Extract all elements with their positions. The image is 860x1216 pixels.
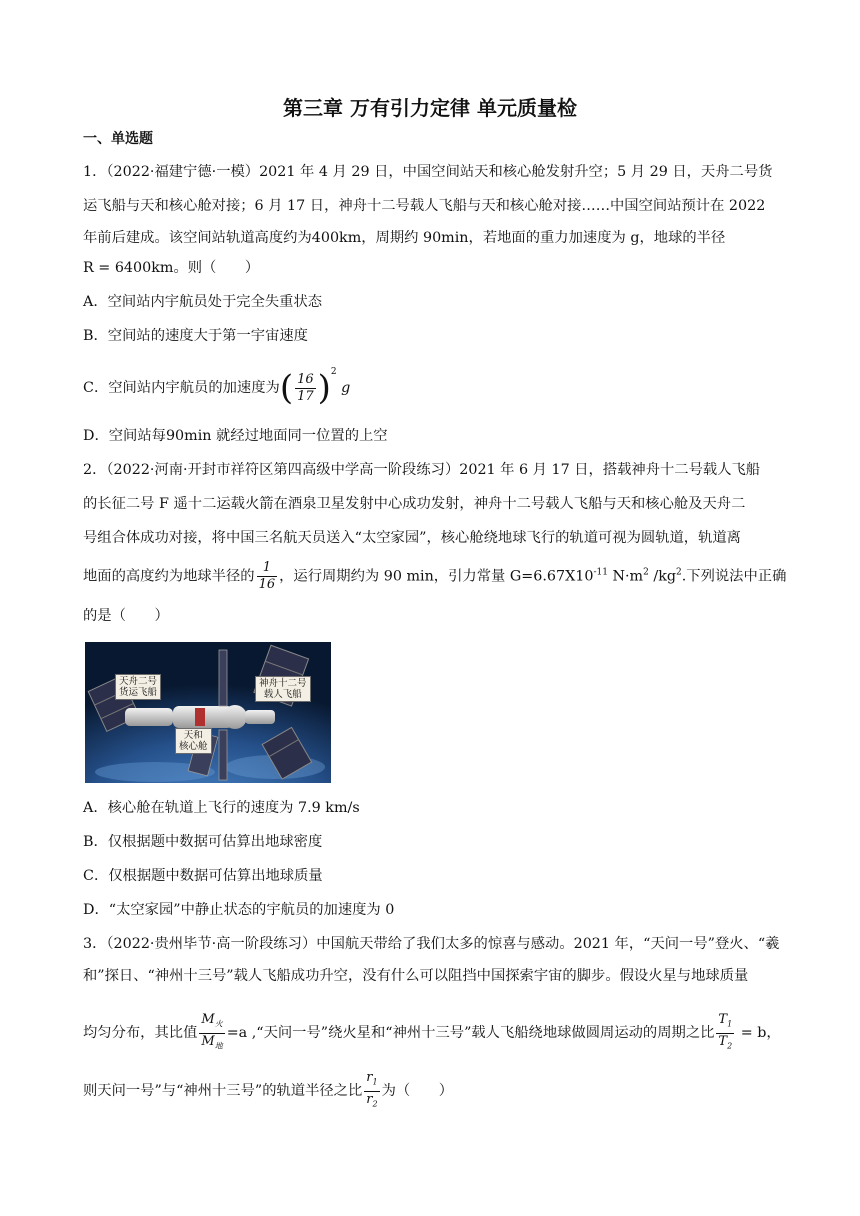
mass-symbol: M xyxy=(201,1033,215,1049)
tianhe-label xyxy=(175,728,212,754)
q2-line-3: 号组合体成功对接，将中国三名航天员送入“太空家园”，核心舱绕地球飞行的轨道可视为圆轨道，轨道离 xyxy=(83,530,741,546)
fraction-numerator xyxy=(716,1012,734,1034)
q3-line-4 xyxy=(83,1070,453,1112)
q2-option-d: D．“太空家园”中静止状态的宇航员的加速度为 0 xyxy=(83,902,395,918)
q2-height-fraction xyxy=(257,560,278,593)
space-station-illustration xyxy=(85,642,331,783)
fraction-numerator: 1 xyxy=(257,560,278,577)
mass-symbol: M xyxy=(201,1012,215,1027)
fraction-denominator xyxy=(199,1034,224,1055)
tianzhou-label xyxy=(115,674,161,700)
unit-text: N·m xyxy=(607,568,644,585)
fraction-numerator xyxy=(364,1070,379,1092)
mars-subscript: 火 xyxy=(214,1019,223,1029)
q1-line-3: 年前后建成。该空间站轨道高度约为400km，周期约 90min，若地面的重力加速度为 g，地球的半径 xyxy=(83,230,726,246)
tianhe-label-text: 天和 核心舱 xyxy=(179,730,208,752)
page-title: 第三章 万有引力定律 单元质量检 xyxy=(283,96,577,120)
q1-line-2: 运飞船与天和核心舱对接；6 月 17 日，神舟十二号载人飞船与天和核心舱对接……中国空间站预计在 2022 xyxy=(83,198,766,214)
fraction-denominator: 16 xyxy=(258,577,276,592)
q2-line-4-end: .下列说法中正确 xyxy=(681,568,787,585)
fraction-numerator: 16 xyxy=(297,371,314,387)
q2-line-1: 2．（2022·河南·开封市祥符区第四高级中学高一阶段练习）2021 年 6 月 17 日，搭载神舟十二号载人飞船 xyxy=(83,462,761,478)
shenzhou-label xyxy=(255,676,311,702)
q3-line-3 xyxy=(83,1012,781,1054)
period-symbol: T xyxy=(718,1012,728,1027)
q2-line-2: 的长征二号 F 遥十二运载火箭在酒泉卫星发射中心成功发射，神舟十二号载人飞船与天和核心舱及天舟二 xyxy=(83,496,746,512)
exponent: 2 xyxy=(643,567,649,578)
q1-option-c-fraction xyxy=(295,372,316,405)
period-symbol: T xyxy=(718,1033,728,1049)
q3-line-4-text: 则天问一号”与“神州十三号”的轨道半径之比 xyxy=(83,1083,363,1100)
paren-open: ( xyxy=(279,368,294,408)
q2-option-b: B．仅根据题中数据可估算出地球密度 xyxy=(83,834,323,850)
fraction-denominator xyxy=(364,1092,379,1113)
fraction-numerator xyxy=(199,1012,224,1034)
fraction-denominator xyxy=(716,1034,734,1055)
shenzhou-label-text: 神舟十二号 载人飞船 xyxy=(259,678,307,700)
q2-line-4-text: 地面的高度约为地球半径的 xyxy=(83,568,255,585)
exponent: -11 xyxy=(593,567,608,578)
subscript: 1 xyxy=(372,1077,378,1087)
q3-line-4-post: 为（ ） xyxy=(381,1083,454,1100)
q2-line-4-post: ，运行周期约为 90 min，引力常量 G=6.67X10 xyxy=(279,568,594,585)
radius-symbol: r xyxy=(366,1091,373,1107)
gravity-symbol: g xyxy=(341,380,351,396)
q2-option-a: A．核心舱在轨道上飞行的速度为 7.9 km/s xyxy=(83,800,360,816)
q3-line-3-text: 均匀分布，其比值 xyxy=(83,1025,198,1042)
q1-option-a: A．空间站内宇航员处于完全失重状态 xyxy=(83,294,323,310)
q3-line-3-post: = b， xyxy=(736,1025,781,1042)
radius-ratio-fraction xyxy=(364,1070,379,1112)
subscript: 2 xyxy=(727,1041,733,1051)
q3-line-1: 3．（2022·贵州毕节·高一阶段练习）中国航天带给了我们太多的惊喜与感动。2021 年，“天问一号”登火、“羲 xyxy=(83,936,780,952)
q3-line-2: 和”探日、“神州十三号”载人飞船成功升空，没有什么可以阻挡中国探索宇宙的脚步。假设火星与地球质量 xyxy=(83,968,749,984)
q1-option-c-text: C．空间站内宇航员的加速度为 xyxy=(83,380,280,396)
mass-ratio-fraction xyxy=(199,1012,224,1054)
exponent: 2 xyxy=(330,367,337,377)
tianzhou-label-text: 天舟二号 货运飞船 xyxy=(119,676,158,698)
q1-option-c xyxy=(83,362,351,408)
q3-line-3-mid: =a ,“天问一号”绕火星和“神州十三号”载人飞船绕地球做圆周运动的周期之比 xyxy=(226,1025,715,1042)
period-ratio-fraction xyxy=(716,1012,734,1054)
exponent: 2 xyxy=(676,567,682,578)
earth-subscript: 地 xyxy=(214,1041,223,1051)
subscript: 2 xyxy=(372,1099,378,1109)
q1-line-1: 1．（2022·福建宁德·一模）2021 年 4 月 29 日，中国空间站天和核心舱发射升空；5 月 29 日，天舟二号货 xyxy=(83,164,773,180)
q1-option-d: D．空间站每90min 就经过地面同一位置的上空 xyxy=(83,428,388,444)
q2-line-5: 的是（ ） xyxy=(83,608,169,624)
q1-option-b: B．空间站的速度大于第一宇宙速度 xyxy=(83,328,308,344)
unit-text: /kg xyxy=(648,568,677,585)
fraction-denominator: 17 xyxy=(297,388,314,404)
section-heading: 一、单选题 xyxy=(83,131,153,147)
subscript: 1 xyxy=(727,1019,733,1029)
radius-symbol: r xyxy=(366,1070,373,1085)
q1-line-4: R = 6400km。则（ ） xyxy=(83,260,260,276)
q2-option-c: C．仅根据题中数据可估算出地球质量 xyxy=(83,868,323,884)
space-station-figure xyxy=(85,642,331,783)
paren-close: ) xyxy=(317,368,331,408)
q2-line-4 xyxy=(83,560,786,593)
